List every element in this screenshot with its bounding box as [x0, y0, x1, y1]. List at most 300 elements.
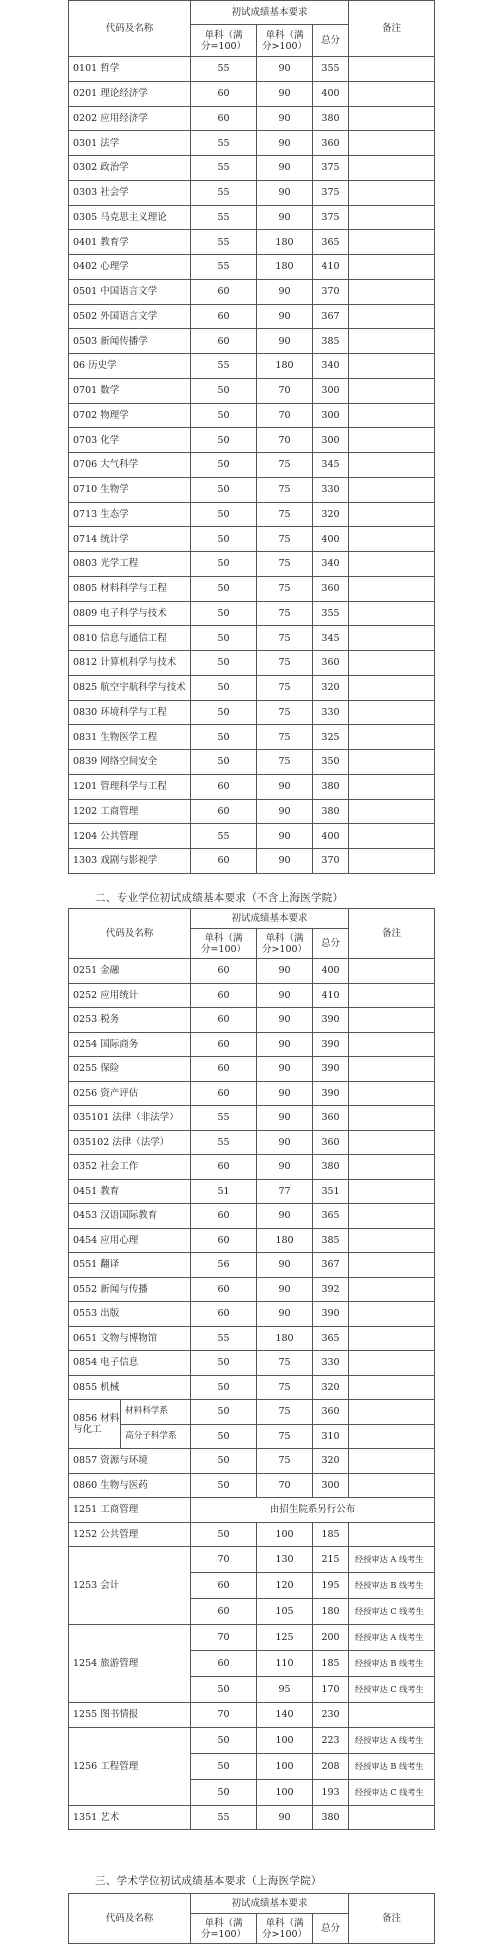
single-score-100: 50: [191, 1677, 257, 1703]
table-row: [69, 576, 435, 601]
single-score-gt100: 140: [257, 1703, 313, 1728]
program-name: 0805 材料科学与工程: [69, 576, 191, 601]
single-score-100: 50: [191, 477, 257, 502]
table-row: [69, 1805, 435, 1830]
header-total: 总分: [313, 1914, 349, 1944]
remark-cell: [349, 750, 435, 775]
header-single-100: 单科（满 分=100）: [191, 1914, 257, 1944]
total-score: 375: [313, 156, 349, 181]
remark-note: 经授审达 A 线考生: [349, 1547, 435, 1573]
program-name: 0305 马克思主义理论: [69, 205, 191, 230]
single-score-100: 60: [191, 959, 257, 984]
single-score-100: 55: [191, 354, 257, 379]
table-row: [69, 774, 435, 799]
remark-note: 经授审达 B 线考生: [349, 1651, 435, 1677]
single-score-100: 50: [191, 1727, 257, 1753]
single-score-100: 50: [191, 700, 257, 725]
table-row: [69, 131, 435, 156]
single-score-gt100: 90: [257, 57, 313, 82]
table-row: [69, 651, 435, 676]
total-score: 355: [313, 601, 349, 626]
single-score-gt100: 75: [257, 477, 313, 502]
single-score-gt100: 90: [257, 1106, 313, 1131]
total-score: 360: [313, 1106, 349, 1131]
remark-cell: [349, 1805, 435, 1830]
single-score-100: 50: [191, 750, 257, 775]
program-name: 0706 大气科学: [69, 453, 191, 478]
remark-cell: [349, 1032, 435, 1057]
total-score: 351: [313, 1179, 349, 1204]
single-score-100: 50: [191, 576, 257, 601]
department-name: 材料科学系: [121, 1400, 191, 1425]
program-name: 0831 生物医学工程: [69, 725, 191, 750]
single-score-gt100: 100: [257, 1779, 313, 1805]
table-row: [69, 1703, 435, 1728]
single-score-100: 60: [191, 279, 257, 304]
program-name: 0254 国际商务: [69, 1032, 191, 1057]
single-score-gt100: 90: [257, 1008, 313, 1033]
total-score: 400: [313, 959, 349, 984]
remark-cell: [349, 453, 435, 478]
total-score: 170: [313, 1677, 349, 1703]
total-score: 185: [313, 1651, 349, 1677]
table-row: [69, 1277, 435, 1302]
single-score-gt100: 90: [257, 1805, 313, 1830]
remark-cell: [349, 329, 435, 354]
remark-cell: [349, 1351, 435, 1376]
program-name: 0303 社会学: [69, 180, 191, 205]
table-row: [69, 1130, 435, 1155]
remark-cell: [349, 230, 435, 255]
single-score-100: 50: [191, 403, 257, 428]
total-score: 390: [313, 1032, 349, 1057]
program-name: 1204 公共管理: [69, 824, 191, 849]
program-name: 0854 电子信息: [69, 1351, 191, 1376]
single-score-100: 60: [191, 983, 257, 1008]
single-score-gt100: 90: [257, 1057, 313, 1082]
single-score-100: 55: [191, 1130, 257, 1155]
single-score-100: 55: [191, 156, 257, 181]
program-name: 0855 机械: [69, 1375, 191, 1400]
table-row: [69, 824, 435, 849]
total-score: 360: [313, 1130, 349, 1155]
total-score: 380: [313, 1805, 349, 1830]
remark-cell: [349, 675, 435, 700]
remark-cell: [349, 1449, 435, 1474]
table-row: [69, 750, 435, 775]
single-score-gt100: 90: [257, 180, 313, 205]
single-score-100: 60: [191, 1032, 257, 1057]
single-score-100: 70: [191, 1625, 257, 1651]
total-score: 193: [313, 1779, 349, 1805]
single-score-gt100: 75: [257, 1424, 313, 1449]
program-name: 0810 信息与通信工程: [69, 626, 191, 651]
table-row: [69, 700, 435, 725]
single-score-gt100: 90: [257, 1277, 313, 1302]
program-name: 0255 保险: [69, 1057, 191, 1082]
single-score-gt100: 90: [257, 774, 313, 799]
program-name: 0101 哲学: [69, 57, 191, 82]
single-score-gt100: 180: [257, 255, 313, 280]
remark-cell: [349, 1424, 435, 1449]
table-row: [69, 1302, 435, 1327]
remark-cell: [349, 626, 435, 651]
total-score: 345: [313, 626, 349, 651]
remark-cell: [349, 601, 435, 626]
total-score: 385: [313, 329, 349, 354]
single-score-gt100: 75: [257, 1375, 313, 1400]
table-row: [69, 1008, 435, 1033]
remark-cell: [349, 824, 435, 849]
single-score-gt100: 90: [257, 106, 313, 131]
single-score-gt100: 90: [257, 1032, 313, 1057]
remark-cell: [349, 354, 435, 379]
single-score-100: 55: [191, 131, 257, 156]
program-name: 0402 心理学: [69, 255, 191, 280]
single-score-100: 55: [191, 1805, 257, 1830]
table-row: [69, 1727, 435, 1753]
program-name: 0857 资源与环境: [69, 1449, 191, 1474]
total-score: 340: [313, 552, 349, 577]
program-name: 0454 应用心理: [69, 1228, 191, 1253]
program-name: 0839 网络空间安全: [69, 750, 191, 775]
single-score-gt100: 90: [257, 824, 313, 849]
program-name: 0352 社会工作: [69, 1155, 191, 1180]
header-remark: 备注: [349, 1, 435, 57]
single-score-gt100: 75: [257, 502, 313, 527]
program-name: 035102 法律（法学）: [69, 1130, 191, 1155]
academic-degree-table: [68, 0, 435, 874]
single-score-100: 55: [191, 255, 257, 280]
single-score-100: 60: [191, 106, 257, 131]
total-score: 300: [313, 403, 349, 428]
single-score-gt100: 75: [257, 651, 313, 676]
program-name: 0702 物理学: [69, 403, 191, 428]
total-score: 400: [313, 824, 349, 849]
program-name: 1254 旅游管理: [69, 1625, 191, 1703]
remark-cell: [349, 106, 435, 131]
table-row: [69, 601, 435, 626]
table-row: [69, 1424, 435, 1449]
program-name: 0301 法学: [69, 131, 191, 156]
single-score-100: 55: [191, 1326, 257, 1351]
remark-cell: [349, 502, 435, 527]
single-score-100: 50: [191, 428, 257, 453]
table-row: [69, 428, 435, 453]
single-score-100: 60: [191, 1599, 257, 1625]
total-score: 195: [313, 1573, 349, 1599]
remark-cell: [349, 1106, 435, 1131]
table-row: [69, 527, 435, 552]
header-single-gt100: 单科（满 分>100）: [257, 929, 313, 959]
remark-cell: [349, 527, 435, 552]
single-score-gt100: 75: [257, 601, 313, 626]
single-score-gt100: 90: [257, 1081, 313, 1106]
remark-note: 经授审达 B 线考生: [349, 1753, 435, 1779]
program-name: 0202 应用经济学: [69, 106, 191, 131]
single-score-gt100: 90: [257, 279, 313, 304]
total-score: 370: [313, 279, 349, 304]
remark-cell: [349, 205, 435, 230]
table-row: [69, 1032, 435, 1057]
total-score: 230: [313, 1703, 349, 1728]
table-row: [69, 354, 435, 379]
total-score: 330: [313, 477, 349, 502]
table-row: [69, 230, 435, 255]
single-score-gt100: 75: [257, 700, 313, 725]
single-score-100: 51: [191, 1179, 257, 1204]
remark-cell: [349, 57, 435, 82]
total-score: 200: [313, 1625, 349, 1651]
single-score-100: 50: [191, 1351, 257, 1376]
total-score: 380: [313, 774, 349, 799]
single-score-100: 60: [191, 329, 257, 354]
single-score-100: 50: [191, 1400, 257, 1425]
single-score-100: 55: [191, 180, 257, 205]
program-name: 0201 理论经济学: [69, 81, 191, 106]
single-score-100: 50: [191, 552, 257, 577]
total-score: 390: [313, 1302, 349, 1327]
total-score: 365: [313, 1204, 349, 1229]
single-score-100: 60: [191, 1204, 257, 1229]
remark-cell: [349, 552, 435, 577]
remark-cell: [349, 700, 435, 725]
total-score: 330: [313, 1351, 349, 1376]
remark-cell: [349, 1277, 435, 1302]
single-score-100: 55: [191, 824, 257, 849]
single-score-100: 70: [191, 1547, 257, 1573]
single-score-100: 50: [191, 527, 257, 552]
remark-cell: [349, 81, 435, 106]
total-score: 360: [313, 576, 349, 601]
single-score-gt100: 90: [257, 131, 313, 156]
single-score-gt100: 120: [257, 1573, 313, 1599]
program-name: 1256 工程管理: [69, 1727, 191, 1805]
total-score: 325: [313, 725, 349, 750]
single-score-100: 60: [191, 304, 257, 329]
single-score-gt100: 90: [257, 1155, 313, 1180]
single-score-gt100: 90: [257, 156, 313, 181]
total-score: 180: [313, 1599, 349, 1625]
table-row: [69, 453, 435, 478]
single-score-100: 55: [191, 205, 257, 230]
single-score-100: 50: [191, 1424, 257, 1449]
table-row: [69, 279, 435, 304]
single-score-100: 50: [191, 1522, 257, 1547]
remark-cell: [349, 255, 435, 280]
remark-cell: [349, 1326, 435, 1351]
total-score: 300: [313, 1473, 349, 1498]
table-row: [69, 626, 435, 651]
total-score: 345: [313, 453, 349, 478]
single-score-gt100: 100: [257, 1753, 313, 1779]
remark-cell: [349, 1400, 435, 1425]
total-score: 320: [313, 502, 349, 527]
total-score: 390: [313, 1057, 349, 1082]
total-score: 390: [313, 1008, 349, 1033]
single-score-100: 55: [191, 230, 257, 255]
single-score-100: 60: [191, 1277, 257, 1302]
remark-cell: [349, 1473, 435, 1498]
single-score-gt100: 90: [257, 304, 313, 329]
program-name: 0252 应用统计: [69, 983, 191, 1008]
table-row: [69, 1081, 435, 1106]
program-name: 0803 光学工程: [69, 552, 191, 577]
total-score: 320: [313, 1375, 349, 1400]
header-remark: 备注: [349, 1894, 435, 1944]
total-score: 385: [313, 1228, 349, 1253]
single-score-gt100: 180: [257, 1326, 313, 1351]
header-single-gt100: 单科（满 分>100）: [257, 1914, 313, 1944]
single-score-gt100: 90: [257, 329, 313, 354]
program-name: 0825 航空宇航科学与技术: [69, 675, 191, 700]
program-name: 0501 中国语言文学: [69, 279, 191, 304]
single-score-100: 60: [191, 1302, 257, 1327]
program-name: 0451 教育: [69, 1179, 191, 1204]
single-score-100: 56: [191, 1253, 257, 1278]
program-name: 035101 法律（非法学）: [69, 1106, 191, 1131]
single-score-gt100: 90: [257, 205, 313, 230]
table-row: [69, 1351, 435, 1376]
program-name: 0453 汉语国际教育: [69, 1204, 191, 1229]
single-score-gt100: 100: [257, 1522, 313, 1547]
total-score: 360: [313, 651, 349, 676]
table-row: [69, 502, 435, 527]
header-total: 总分: [313, 929, 349, 959]
program-name: 0809 电子科学与技术: [69, 601, 191, 626]
single-score-gt100: 90: [257, 1130, 313, 1155]
remark-cell: [349, 279, 435, 304]
single-score-gt100: 130: [257, 1547, 313, 1573]
single-score-100: 60: [191, 774, 257, 799]
table-row: [69, 1400, 435, 1425]
single-score-gt100: 105: [257, 1599, 313, 1625]
total-score: 365: [313, 230, 349, 255]
remark-cell: [349, 156, 435, 181]
total-score: 390: [313, 1081, 349, 1106]
total-score: 300: [313, 428, 349, 453]
program-name: 0251 金融: [69, 959, 191, 984]
single-score-100: 50: [191, 725, 257, 750]
total-score: 350: [313, 750, 349, 775]
remark-note: 经授审达 A 线考生: [349, 1625, 435, 1651]
remark-cell: [349, 477, 435, 502]
remark-cell: [349, 725, 435, 750]
total-score: 310: [313, 1424, 349, 1449]
table-row: [69, 1228, 435, 1253]
remark-cell: [349, 983, 435, 1008]
header-group: 初试成绩基本要求: [191, 1, 349, 25]
total-score: 410: [313, 983, 349, 1008]
header-code-name: 代码及名称: [69, 1, 191, 57]
header-remark: 备注: [349, 909, 435, 959]
total-score: 380: [313, 1155, 349, 1180]
remark-cell: [349, 1057, 435, 1082]
remark-note: 经授审达 C 线考生: [349, 1677, 435, 1703]
remark-cell: [349, 403, 435, 428]
single-score-gt100: 125: [257, 1625, 313, 1651]
header-code-name: 代码及名称: [69, 909, 191, 959]
total-score: 370: [313, 849, 349, 874]
single-score-100: 50: [191, 378, 257, 403]
single-score-gt100: 90: [257, 799, 313, 824]
single-score-gt100: 75: [257, 675, 313, 700]
program-name: 0714 统计学: [69, 527, 191, 552]
remark-cell: [349, 1155, 435, 1180]
remark-cell: [349, 1302, 435, 1327]
remark-cell: [349, 1179, 435, 1204]
total-score: 360: [313, 131, 349, 156]
total-score: 320: [313, 675, 349, 700]
table-row: [69, 1449, 435, 1474]
single-score-gt100: 75: [257, 527, 313, 552]
single-score-100: 60: [191, 1228, 257, 1253]
total-score: 392: [313, 1277, 349, 1302]
single-score-100: 60: [191, 849, 257, 874]
single-score-gt100: 180: [257, 1228, 313, 1253]
remark-cell: [349, 1522, 435, 1547]
total-score: 355: [313, 57, 349, 82]
single-score-100: 50: [191, 626, 257, 651]
program-name: 0552 新闻与传播: [69, 1277, 191, 1302]
single-score-gt100: 75: [257, 750, 313, 775]
remark-cell: [349, 1204, 435, 1229]
table-row: [69, 725, 435, 750]
single-score-100: 60: [191, 1155, 257, 1180]
total-score: 380: [313, 106, 349, 131]
total-score: 367: [313, 304, 349, 329]
remark-cell: [349, 774, 435, 799]
remark-cell: [349, 849, 435, 874]
table-row: [69, 1547, 435, 1573]
table-row: [69, 1473, 435, 1498]
remark-cell: [349, 1703, 435, 1728]
header-single-100: 单科（满 分=100）: [191, 25, 257, 57]
table-row: [69, 1204, 435, 1229]
remark-cell: [349, 1228, 435, 1253]
program-name: 0812 计算机科学与技术: [69, 651, 191, 676]
header-group: 初试成绩基本要求: [191, 1894, 349, 1914]
single-score-gt100: 77: [257, 1179, 313, 1204]
single-score-100: 50: [191, 502, 257, 527]
single-score-100: 50: [191, 601, 257, 626]
single-score-gt100: 75: [257, 725, 313, 750]
total-score: 375: [313, 205, 349, 230]
table-row: [69, 378, 435, 403]
remark-cell: [349, 428, 435, 453]
remark-note: 经授审达 A 线考生: [349, 1727, 435, 1753]
remark-cell: [349, 959, 435, 984]
single-score-100: 70: [191, 1703, 257, 1728]
header-total: 总分: [313, 25, 349, 57]
total-score: 365: [313, 1326, 349, 1351]
single-score-gt100: 70: [257, 378, 313, 403]
program-name: 0256 资产评估: [69, 1081, 191, 1106]
table-row: [69, 156, 435, 181]
table-row: [69, 1057, 435, 1082]
program-name: 1303 戏剧与影视学: [69, 849, 191, 874]
single-score-gt100: 75: [257, 453, 313, 478]
single-score-gt100: 180: [257, 354, 313, 379]
table-row: [69, 552, 435, 577]
single-score-gt100: 90: [257, 1253, 313, 1278]
section-2-title: 二、专业学位初试成绩基本要求（不含上海医学院）: [95, 892, 344, 904]
program-name: 1351 艺术: [69, 1805, 191, 1830]
header-single-gt100: 单科（满 分>100）: [257, 25, 313, 57]
table-row: [69, 403, 435, 428]
program-name: 0302 政治学: [69, 156, 191, 181]
remark-cell: [349, 1130, 435, 1155]
